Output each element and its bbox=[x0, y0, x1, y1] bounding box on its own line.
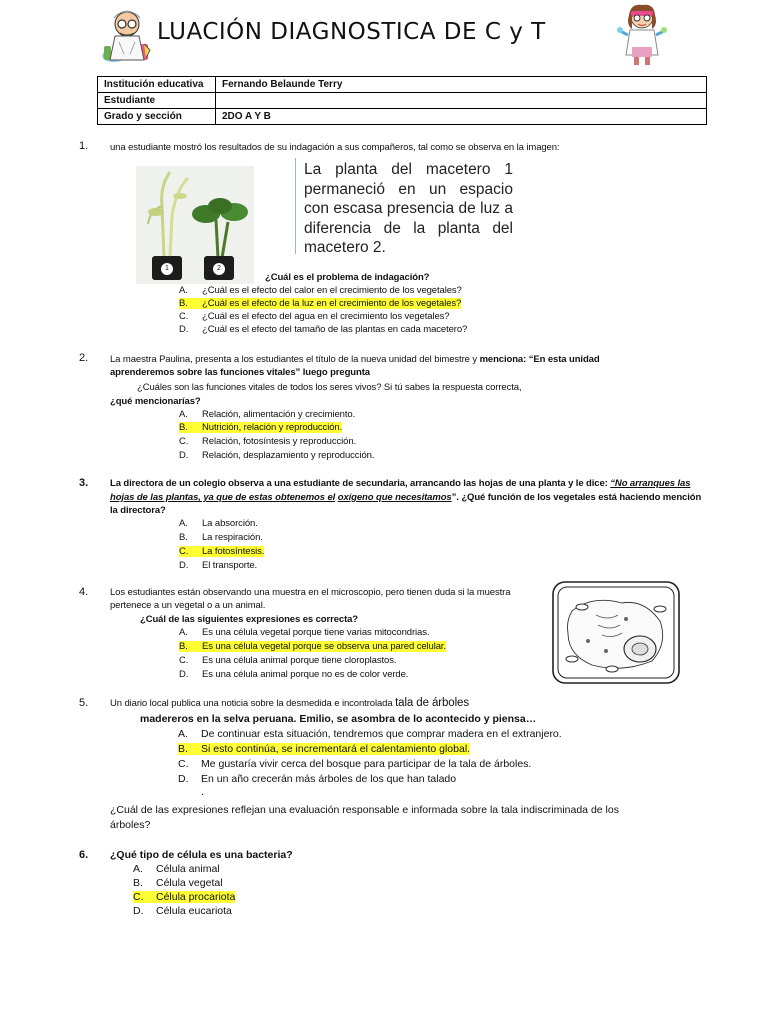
option-letter: A. bbox=[179, 627, 188, 638]
option-text: ¿Cuál es el efecto del agua en el crecimiento los vegetales? bbox=[202, 311, 450, 322]
option-text: Relación, desplazamiento y reproducción. bbox=[202, 450, 375, 461]
option-text: ¿Cuál es el efecto del calor en el crecimiento de los vegetales? bbox=[202, 285, 462, 296]
info-value: 2DO A Y B bbox=[216, 109, 707, 125]
question-text-part: hojas de las plantas, ya que de estas obtenemos el bbox=[110, 492, 336, 503]
option-b[interactable] bbox=[178, 743, 470, 755]
info-value: Fernando Belaunde Terry bbox=[216, 77, 707, 93]
pot-label-2: 2 bbox=[213, 263, 225, 275]
scientist-clipart bbox=[100, 6, 154, 64]
option-letter: A. bbox=[179, 409, 188, 420]
option-letter: D. bbox=[179, 560, 189, 571]
option-letter: D. bbox=[178, 773, 189, 785]
option-letter: C. bbox=[179, 546, 189, 557]
info-table bbox=[97, 76, 707, 125]
option-letter: C. bbox=[179, 436, 189, 447]
option-text: ¿Cuál es el efecto de la luz en el crecimiento de los vegetales? bbox=[202, 298, 462, 309]
question-text-part: menciona: “En esta unidad bbox=[479, 354, 600, 365]
option-b[interactable] bbox=[133, 877, 223, 889]
option-letter: B. bbox=[178, 743, 188, 755]
option-c[interactable] bbox=[179, 311, 449, 322]
option-text: Nutrición, relación y reproducción. bbox=[202, 422, 343, 433]
option-a[interactable] bbox=[179, 409, 355, 420]
info-label: Grado y sección bbox=[98, 109, 216, 125]
option-letter: B. bbox=[179, 641, 188, 652]
option-letter: A. bbox=[179, 285, 188, 296]
option-a[interactable] bbox=[179, 518, 258, 529]
page-title: LUACIÓN DIAGNOSTICA DE C y T bbox=[157, 19, 546, 45]
plant-photo bbox=[136, 166, 254, 284]
option-d[interactable] bbox=[179, 669, 408, 680]
option-text: La fotosíntesis. bbox=[202, 546, 265, 557]
pot-label-1: 1 bbox=[161, 263, 173, 275]
image-caption: La planta del macetero 1 permaneció en un espacio con escasa presencia de luz a diferencia de la planta del macetero 2. bbox=[304, 161, 513, 256]
question-prompt: ¿Cuál es el problema de indagación? bbox=[265, 272, 430, 283]
question-prompt: árboles? bbox=[110, 819, 151, 831]
caption-border bbox=[295, 158, 296, 254]
option-letter: B. bbox=[179, 298, 188, 309]
question-text bbox=[110, 697, 469, 709]
question-text-part: La directora de un colegio observa a una estudiante de secundaria, arrancando las hojas de una planta y le dice: bbox=[110, 478, 608, 489]
option-a[interactable] bbox=[178, 728, 562, 740]
option-text: La respiración. bbox=[202, 532, 263, 543]
question-text-part: ”. ¿Qué función de los vegetales está haciendo mención bbox=[451, 492, 702, 503]
option-d[interactable] bbox=[179, 324, 467, 335]
question-text bbox=[110, 492, 701, 503]
option-text: Es una célula animal porque no es de color verde. bbox=[202, 669, 409, 680]
question-text: Los estudiantes están observando una muestra en el microscopio, pero tienen duda si la muestra bbox=[110, 587, 511, 598]
option-text: En un año crecerán más árboles de los que han talado bbox=[201, 773, 457, 785]
question-prompt: ¿Cuál de las expresiones reflejan una evaluación responsable e informada sobre la tala indiscriminada de los bbox=[110, 804, 619, 816]
option-letter: C. bbox=[179, 311, 189, 322]
option-d[interactable] bbox=[179, 560, 257, 571]
option-text: Célula eucariota bbox=[156, 905, 232, 917]
question-text-part: tala de árboles bbox=[395, 697, 470, 709]
option-text: La absorción. bbox=[202, 518, 258, 529]
question-number: 3. bbox=[79, 477, 89, 489]
option-a[interactable] bbox=[179, 285, 462, 296]
question-number: 6. bbox=[79, 849, 89, 861]
option-c[interactable] bbox=[179, 546, 264, 557]
option-text: Relación, alimentación y crecimiento. bbox=[202, 409, 356, 420]
option-c[interactable] bbox=[178, 758, 531, 770]
question-text-part: “No arranques las bbox=[610, 478, 691, 489]
question-number: 4. bbox=[79, 586, 89, 598]
question-prompt: ¿Cuál de las siguientes expresiones es correcta? bbox=[140, 614, 359, 625]
question-text-part: Un diario local publica una noticia sobre la desmedida e incontrolada bbox=[110, 698, 393, 709]
option-letter: D. bbox=[179, 324, 189, 335]
table-row bbox=[98, 77, 707, 93]
option-letter: D. bbox=[179, 450, 189, 461]
question-prompt: ¿qué mencionarías? bbox=[110, 396, 201, 407]
option-b[interactable] bbox=[179, 298, 461, 309]
question-text: madereros en la selva peruana. Emilio, se asombra de lo acontecido y piensa… bbox=[140, 713, 537, 725]
option-letter: A. bbox=[133, 863, 143, 875]
option-text: Me gustaría vivir cerca del bosque para participar de la tala de árboles. bbox=[201, 758, 532, 770]
question-number: 1. bbox=[79, 140, 89, 152]
option-letter: A. bbox=[179, 518, 188, 529]
option-text: Es una célula vegetal porque se observa una pared celular. bbox=[202, 641, 447, 652]
plant-cell-diagram bbox=[552, 581, 680, 684]
question-number: 2. bbox=[79, 352, 89, 364]
question-text: aprenderemos sobre las funciones vitales” luego pregunta bbox=[110, 367, 370, 378]
option-a[interactable] bbox=[133, 863, 220, 875]
option-text: Célula vegetal bbox=[156, 877, 223, 889]
option-c[interactable] bbox=[179, 655, 396, 666]
option-letter: C. bbox=[133, 891, 144, 903]
option-d[interactable] bbox=[179, 450, 374, 461]
option-letter: C. bbox=[178, 758, 189, 770]
option-b[interactable] bbox=[179, 641, 446, 652]
girl-scientist-clipart bbox=[614, 3, 670, 67]
option-text: Es una célula animal porque tiene cloroplastos. bbox=[202, 655, 397, 666]
option-text: Célula animal bbox=[156, 863, 220, 875]
question-text: pertenece a un vegetal o a un animal. bbox=[110, 600, 266, 611]
option-a[interactable] bbox=[179, 627, 429, 638]
option-letter: C. bbox=[179, 655, 189, 666]
question-number: 5. bbox=[79, 697, 89, 709]
option-c[interactable] bbox=[133, 891, 235, 903]
option-letter: B. bbox=[179, 422, 188, 433]
stray-dot: . bbox=[201, 786, 204, 798]
option-text: Es una célula vegetal porque tiene varias mitocondrias. bbox=[202, 627, 430, 638]
option-text: Célula procariota bbox=[156, 891, 236, 903]
option-b[interactable] bbox=[179, 532, 263, 543]
option-b[interactable] bbox=[179, 422, 342, 433]
table-row bbox=[98, 109, 707, 125]
option-letter: B. bbox=[133, 877, 143, 889]
question-text-part: oxígeno que necesitamos bbox=[337, 492, 452, 503]
question-text: la directora? bbox=[110, 505, 166, 516]
info-value bbox=[216, 93, 707, 109]
option-text: Relación, fotosíntesis y reproducción. bbox=[202, 436, 357, 447]
option-letter: A. bbox=[178, 728, 188, 740]
option-text: De continuar esta situación, tendremos que comprar madera en el extranjero. bbox=[201, 728, 562, 740]
info-label: Estudiante bbox=[98, 93, 216, 109]
question-text: ¿Cuáles son las funciones vitales de todos los seres vivos? Si tú sabes la respuesta correcta, bbox=[137, 382, 522, 393]
table-row bbox=[98, 93, 707, 109]
option-d[interactable] bbox=[133, 905, 232, 917]
option-letter: B. bbox=[179, 532, 188, 543]
option-letter: D. bbox=[133, 905, 144, 917]
option-d[interactable] bbox=[178, 773, 456, 785]
question-text: una estudiante mostró los resultados de su indagación a sus compañeros, tal como se observa en la imagen: bbox=[110, 142, 560, 153]
option-text: Si esto continúa, se incrementará el calentamiento global. bbox=[201, 743, 471, 755]
option-text: ¿Cuál es el efecto del tamaño de las plantas en cada macetero? bbox=[202, 324, 468, 335]
option-letter: D. bbox=[179, 669, 189, 680]
option-c[interactable] bbox=[179, 436, 356, 447]
option-text: El transporte. bbox=[202, 560, 258, 571]
question-text bbox=[110, 478, 690, 489]
info-label: Institución educativa bbox=[98, 77, 216, 93]
question-prompt: ¿Qué tipo de célula es una bacteria? bbox=[110, 849, 293, 861]
question-text bbox=[110, 354, 685, 365]
question-text-part: La maestra Paulina, presenta a los estudiantes el título de la nueva unidad del bimestre y bbox=[110, 354, 478, 365]
